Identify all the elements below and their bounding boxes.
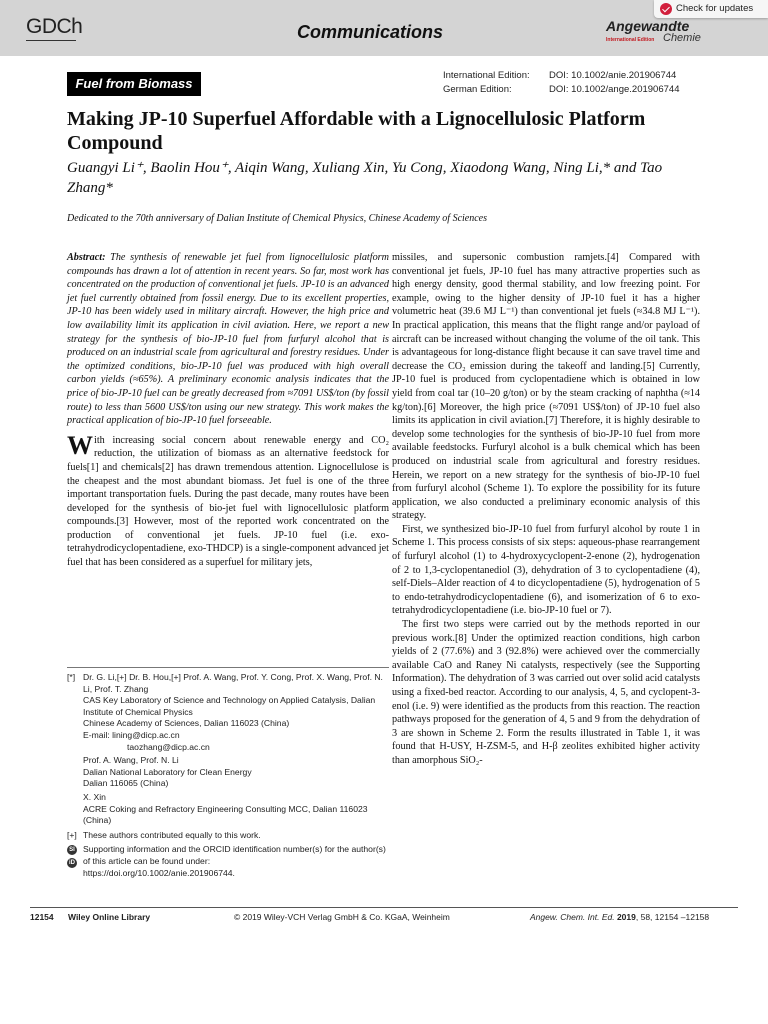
drop-cap: W [67,430,93,460]
citation-volume-pages: , 58, 12154 –12158 [635,912,710,922]
citation-year: 2019 [616,912,636,922]
doi-intl-label: International Edition: [443,70,530,81]
wiley-online-library[interactable]: Wiley Online Library [68,912,151,922]
affiliation-2: Dalian National Laboratory for Clean Energy [83,766,252,777]
doi-german-label: German Edition: [443,84,512,95]
publisher-logo-underline [26,40,76,41]
section-title: Communications [296,22,443,42]
check-updates-button[interactable] [654,0,768,18]
affiliation-2-address: Dalian 116065 (China) [83,778,169,789]
page-number: 12154 [30,912,54,922]
supporting-info-url[interactable]: https://doi.org/10.1002/anie.201906744. [83,867,235,878]
abstract [67,251,389,428]
check-updates-label: Check for updates [676,3,754,14]
abstract-text: The synthesis of renewable jet fuel from lignocellulosic platform compounds has drawn a lot of attention in recent years. So far, most work has concentrated on the production of conventional jet fuels. JP-10 is an advanced jet fuel currently obtained from fossil energy. Due to its excellent properties, JP-10 has been widely used in military aircraft. However, the high price and low availability limit its application in civil aviation. Here, we report a new strategy for the synthesis of bio-JP-10 fuel from furfuryl alcohol that is produced on an industrial scale from agricultural and forestry residues. Under the optimized conditions, bio-JP-10 fuel was produced with high overall carbon yields (≈65%). A preliminary economic analysis indicates that the price of bio-JP-10 fuel can be greatly decreased from ≈7091 US$/ton (by fossil route) to less than 5600 US$/ton using our new strategy. This work makes the practical application of bio-JP-10 fuel forseeable. [67,252,389,427]
footer-divider [30,907,738,908]
journal-logo [606,18,706,52]
affiliation-authors: Dr. G. Li,[+] Dr. B. Hou,[+] Prof. A. Wang, Prof. Y. Cong, Prof. X. Wang, Prof. N. Li, Prof. T. Zhang [83,672,383,694]
article-title: Making JP-10 Superfuel Affordable with a Lignocellulosic Platform Compound [67,108,646,154]
topic-badge: Fuel from Biomass [67,72,201,96]
journal-chemie: Chemie [663,32,701,44]
checkmark-icon [660,3,672,15]
citation-journal: Angew. Chem. Int. Ed. [530,912,615,922]
footnote-mark-plus: [+] [67,829,77,840]
intro-text: ith increasing social concern about renewable energy and CO₂ reduction, the utilization of biomass as an alternative feedstock for fuels[1] and chemicals[2] has drawn tremendous attention. Lignocellulose is the cheapest and the most abundant biomass. Jet fuel is one of the three important transportation fuels. During the past decade, many routes have been developed for the synthesis of bio-jet fuel with lignocellulosic platform compounds.[3] However, most of the reported work concentrated on the production of conventional jet fuels. JP-10 fuel (i.e. exo-tetrahydrodicyclopentadiene, exo-THDCP) is a single-component advanced jet fuel that has been considered as a superfuel for military jets, [67,434,389,569]
affiliation-3-authors: X. Xin [83,791,106,802]
supporting-info-text: Supporting information and the ORCID identification number(s) for the author(s) of this article can be found under: [83,844,386,866]
journal-edition: International Edition [606,37,655,43]
paragraph-jp10-properties: missiles, and supersonic combustion ramjets.[4] Compared with conventional jet fuels, JP-10 fuel has many attractive properties such as high energy density, good thermal stability, and low freezing point. For example, owing to the higher density of JP-10 fuel it has a higher volumetric heat (39.6 MJ L⁻¹) than conventional jet fuels (≈34.8 MJ L⁻¹). In practical application, this means that the flight range and/or payload of aircraft can be increased without changing the volume of the oil tank. This is advantageous for long-distance flight because it can save travel time and decrease the CO₂ emission during the takeoff and landing.[5] Currently, JP-10 fuel is produced from cyclopentadiene which is obtained in low yield from coal tar (10–20 g/ton) or by the steam cracking of naphtha (≈14 kg/ton).[6] Moreover, the high price (≈7091 US$/ton) of JP-10 fuel also limits its application in civil aviation.[7] Therefore, it is highly desirable to develop some technologies for the synthesis of bio-JP-10 fuel from more available feedstocks. Furfuryl alcohol is a bulk chemical which has been produced on industrial scale from agricultural and forestry residues. Herein, we report on a new strategy for the synthesis of bio-JP-10 fuel from furfuryl alcohol (Scheme 1). To explore the possibility for its future application, we also conducted a preliminary economic analysis of this strategy. [392,252,700,522]
equal-contribution-note [67,830,389,842]
publisher-logo: GDCh [26,15,83,38]
right-column [392,251,700,768]
citation [530,912,709,922]
footnote-divider [67,667,389,668]
affiliation-1: CAS Key Laboratory of Science and Technology on Applied Catalysis, Dalian Institute of Chemical Physics [83,695,376,717]
dedication: Dedicated to the 70th anniversary of Dalian Institute of Chemical Physics, Chinese Academy of Sciences [67,213,487,224]
affiliation-1-address: Chinese Academy of Sciences, Dalian 116023 (China) [83,718,290,729]
orcid-icon: iD [69,860,75,867]
journal-name: Angewandte [606,18,690,34]
doi-german [443,84,679,95]
abstract-label: Abstract: [67,252,106,263]
affiliation-note [67,672,389,827]
journal-header [0,0,768,56]
affiliation-2-authors: Prof. A. Wang, Prof. N. Li [83,755,179,766]
footnote-mark: [*] [67,672,76,682]
supporting-info-note [67,844,389,879]
footnotes [67,670,389,879]
author-list: Guangyi Li⁺, Baolin Hou⁺, Aiqin Wang, Xuliang Xin, Yu Cong, Xiaodong Wang, Ning Li,* and Tao Zhang* [67,160,663,196]
intro-paragraph [67,430,389,570]
doi-international [443,70,676,81]
paragraph-route-1: First, we synthesized bio-JP-10 fuel from furfuryl alcohol by route 1 in Scheme 1. This process consists of six steps: aqueous-phase rearrangement of furfuryl alcohol (1) to 4-hydroxycyclopent-2-enone (2), hydrogenation of 2 to 1,3-cyclopentanediol (3), dehydration of 3 to cyclopentadiene (4), self-Diels–Alder reaction of 4 to dicyclopentadiene (5), hydrogenation of 5 to endo-tetrahydrodicyclopentadiene (6), and isomerization of 6 to exo-tetrahydrodicyclopentadiene (i.e. bio-JP-10 fuel or 7). [392,523,700,617]
left-column [67,251,389,570]
copyright: © 2019 Wiley-VCH Verlag GmbH & Co. KGaA, Weinheim [234,912,450,922]
email-1[interactable]: E-mail: lining@dicp.ac.cn [83,729,180,740]
affiliation-3: ACRE Coking and Refractory Engineering Consulting MCC, Dalian 116023 (China) [83,803,368,826]
supporting-info-icon: SI [67,845,77,855]
doi-intl-value[interactable]: DOI: 10.1002/anie.201906744 [549,70,677,81]
equal-contribution-text: These authors contributed equally to this work. [83,829,261,840]
paragraph-first-steps: The first two steps were carried out by the methods reported in our previous work.[8] Under the optimized reaction conditions, high carbon yields of 2 (77.6%) and 3 (92.8%) were achieved over the commercially available CaO and Raney Ni catalysts, respectively (see the Supporting Information). The dehydration of 3 was carried out over solid acid catalysts using a fixed-bed reactor. According to our analysis, 4, 5, and cyclopent-3-enol (i.e. 9) were identified as the products from this reaction. The reaction pathways proposed for the generation of 4, 5 and 9 from the dehydration of 3 are shown in Scheme 2. Form the results illustrated in Table 1, it was found that H-USY, H-ZSM-5, and H-β zeolites exhibited higher activity than amorphous SiO₂- [392,619,700,766]
doi-german-value[interactable]: DOI: 10.1002/ange.201906744 [549,84,680,95]
email-2[interactable]: taozhang@dicp.ac.cn [127,741,210,752]
